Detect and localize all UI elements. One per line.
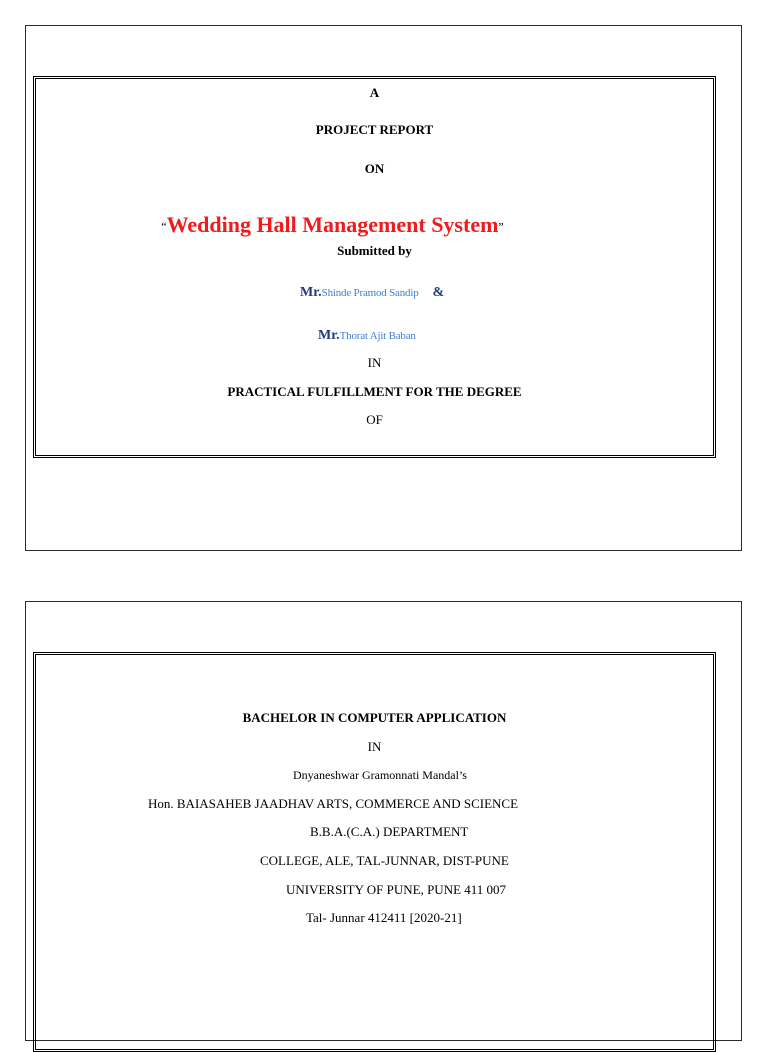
quote-close: ” xyxy=(498,219,504,234)
document-page-1 xyxy=(25,25,742,551)
college-location: COLLEGE, ALE, TAL-JUNNAR, DIST-PUNE xyxy=(260,853,509,868)
student-2-name: Thorat Ajit Baban xyxy=(339,330,416,342)
quote-open: “ xyxy=(161,219,167,234)
student-2 xyxy=(318,327,416,344)
project-report-heading: PROJECT REPORT xyxy=(315,122,434,137)
in-label-2: IN xyxy=(367,739,382,754)
in-label: IN xyxy=(367,355,382,370)
degree-name: BACHELOR IN COMPUTER APPLICATION xyxy=(242,710,507,725)
student-1-name: Shinde Pramod Sandip xyxy=(321,287,419,299)
student-2-prefix: Mr. xyxy=(318,328,340,343)
on-heading: ON xyxy=(364,161,385,176)
of-label: OF xyxy=(366,412,383,427)
project-title: Wedding Hall Management System xyxy=(166,212,499,237)
page-border-frame xyxy=(33,76,716,458)
submitted-by-label: Submitted by xyxy=(337,243,412,258)
page-border-frame xyxy=(33,652,716,1052)
practical-fulfillment-label: PRACTICAL FULFILLMENT FOR THE DEGREE xyxy=(227,384,522,399)
ampersand: & xyxy=(432,285,445,300)
line-a: A xyxy=(369,85,380,100)
student-1 xyxy=(300,284,444,301)
college-name: Hon. BAIASAHEB JAADHAV ARTS, COMMERCE AND SCIENCE xyxy=(148,796,519,811)
university-name: UNIVERSITY OF PUNE, PUNE 411 007 xyxy=(286,882,507,897)
department-name: B.B.A.(C.A.) DEPARTMENT xyxy=(310,824,469,839)
mandal-name: Dnyaneshwar Gramonnati Mandal’s xyxy=(293,768,467,782)
project-title-line xyxy=(0,212,713,238)
document-page-2 xyxy=(25,601,742,1041)
student-1-prefix: Mr. xyxy=(300,285,322,300)
tal-year: Tal- Junnar 412411 [2020-21] xyxy=(306,910,462,925)
